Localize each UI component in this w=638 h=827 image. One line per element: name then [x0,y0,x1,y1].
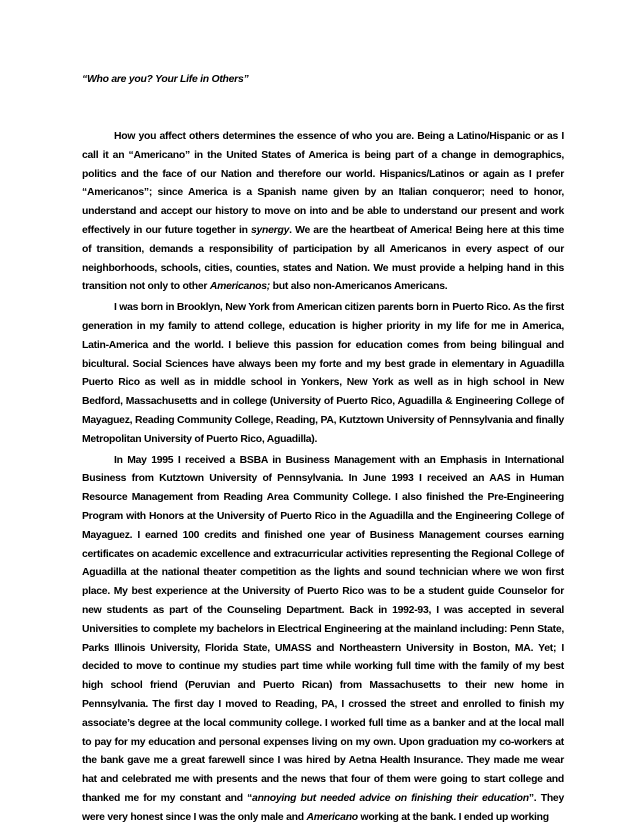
paragraph-3-emphasis-quote: annoying but needed advice on finishing their education [252,792,529,804]
paragraph-1-emphasis-americanos: Americanos; [209,281,271,293]
paragraph-1-text-a: How you affect others determines the essence of who you are. Being a Latino/Hispanic or as I call it an “Americano” in the United States of America is being part of a change in demographics, politics and the face of our Nation and therefore our world. Hispanics/Latinos or again as I prefer “Americanos”; since America is a Spanish name given by an Italian conqueror; need to honor, understand and accept our history to move on into and be able to understand our present and work effectively in our future together in [82,131,564,236]
paragraph-3-text-a: In May 1995 I received a BSBA in Business Management with an Emphasis in International Business from Kutztown University of Pennsylvania. In June 1993 I received an AAS in Human Resource Management from Reading Area Community College. I also finished the Pre-Engineering Program with Honors at the University of Puerto Rico in the Aguadilla and the Engineering College of Mayaguez. I earned 100 credits and finished one year of Business Management courses earning certificates on academic excellence and extracurricular activities representing the Regional College of Aguadilla at the national theater competition as the lights and sound technician where we won first place. My best experience at the University of Puerto Rico was to be a student guide Counselor for new students as part of the Counseling Department. Back in 1992-93, I was accepted in several Universities to complete my bachelors in Electrical Engineering at the mainland including: Penn State, Parks Illinois University, Florida State, UMASS and Northeastern University in Boston, MA. Yet; I decided to move to continue my studies part time while working full time with the family of my best high school friend (Peruvian and Puerto Rican) from Massachusetts to their new home in Pennsylvania. The first day I moved to Reading, PA, I crossed the street and enrolled to finish my associate’s degree at the local community college. I worked full time as a banker and at the local mall to pay for my education and personal expenses living on my own. Upon graduation my co-workers at the bank gave me a great farewell since I was hired by Aetna Health Insurance. They made me wear hat and celebrated me with presents and the news that four of them were going to start college and thanked me for my constant and “ [82,454,564,804]
paragraph-1 [82,128,564,297]
paragraph-3-text-b: ”. They were very honest since I was the only male and [82,792,564,823]
document-body [82,71,564,827]
paragraph-2: I was born in Brooklyn, New York from American citizen parents born in Puerto Rico. As the first generation in my family to attend college, education is higher priority in my life for me in America, Latin-America and the world. I believe this passion for education comes from being bilingual and bicultural. Social Sciences have always been my forte and my best grade in elementary in Aguadilla Puerto Rico as well as in middle school in Yonkers, New York as well as in high school in New Bedford, Massachusetts and in college (University of Puerto Rico, Aguadilla & Engineering College of Mayaguez, Reading Community College, Reading, PA, Kutztown University of Pennsylvania and finally Metropolitan University of Puerto Rico, Aguadilla). [82,302,565,445]
paragraph-1-text-b: . We are the heartbeat of America! Being here at this time of transition, demands a responsibility of participation by all Americanos in every aspect of our neighborhoods, schools, cities, counties, states and Nation. We must provide a helping hand in this transition not only to other [82,224,564,293]
paragraph-1-text-c: but also non-Americanos Americans. [270,281,448,293]
document-title: “Who are you? Your Life in Others” [82,74,249,85]
paragraph-3-text-c: working at the bank. I ended up working [357,811,549,823]
paragraph-3 [82,452,564,827]
paragraph-3-emphasis-americano: Americano [306,811,358,823]
paragraph-1-emphasis-synergy: synergy [251,224,290,236]
